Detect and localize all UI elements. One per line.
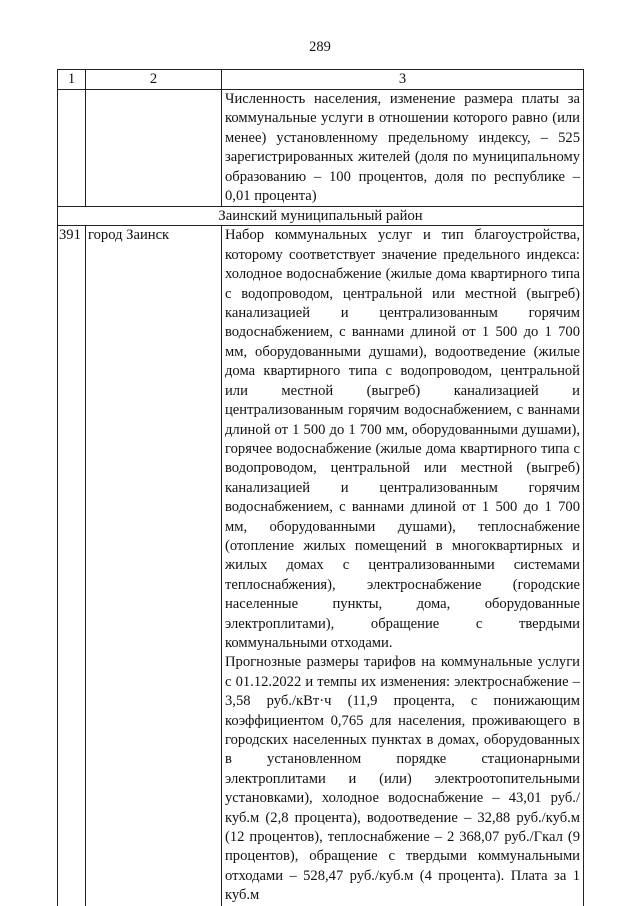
header-cell-1: 1 — [58, 70, 86, 90]
table-row-continuation — [58, 90, 584, 207]
tariff-table — [57, 69, 584, 906]
continuation-name-cell — [86, 90, 222, 207]
row-number: 391 — [58, 226, 86, 906]
page-number: 289 — [309, 39, 331, 55]
row-description-cell — [222, 226, 584, 906]
row-paragraph-tariffs: Прогнозные размеры тарифов на коммунальные услуги с 01.12.2022 и темпы их изменения: электроснабжение – 3,58 руб./кВт·ч (11,9 процента, с понижающим коэффициентом 0,765 для населения, проживающего в городских населенных пунктах в домах, оборудованных в установленном порядке стационарными электроплитами и (или) электроотопительными установками), холодное водоснабжение – 43,01 руб./куб.м (2,8 процента), водоотведение – 32,88 руб./куб.м (12 процентов), теплоснабжение – 2 368,07 руб./Гкал (9 процентов), обращение с твердыми коммунальными отходами – 528,47 руб./куб.м (4 процента). Плата за 1 куб.м — [225, 654, 580, 904]
row-paragraph-services: Набор коммунальных услуг и тип благоустройства, которому соответствует значение предельного индекса: холодное водоснабжение (жилые дома квартирного типа с водопроводом, центральной или местной (выгреб) канализацией и централизованным горячим водоснабжением, с ваннами длиной от 1 500 до 1 700 мм, оборудованными душами), водоотведение (жилые дома квартирного типа с водопроводом, центральной или местной (выгреб) канализацией и централизованным горячим водоснабжением, с ваннами длиной от 1 500 до 1 700 мм, оборудованными душами), горячее водоснабжение (жилые дома квартирного типа с водопроводом, центральной или местной (выгреб) канализацией и централизованным горячим водоснабжением, с ваннами длиной от 1 500 до 1 700 мм, оборудованными душами), теплоснабжение (отопление жилых помещений в многоквартирных и жилых домах с централизованными системами теплоснабжения), электроснабжение (городские населенные пункты, дома, оборудованные электроплитами), обращение с твердыми коммунальными отходами. — [225, 227, 580, 651]
table-header-row — [58, 70, 584, 90]
header-cell-2: 2 — [86, 70, 222, 90]
row-municipality-name: город Заинск — [86, 226, 222, 906]
continuation-desc-cell — [222, 90, 584, 207]
header-cell-3: 3 — [222, 70, 584, 90]
section-title: Заинский муниципальный район — [58, 207, 584, 226]
continuation-num-cell — [58, 90, 86, 207]
section-heading-row — [58, 207, 584, 226]
continuation-text: Численность населения, изменение размера платы за коммунальные услуги в отношении которого равно (или менее) установленному предельному индексу, – 525 зарегистрированных жителей (доля по муниципальному образованию – 100 процентов, доля по республике – 0,01 процента) — [225, 91, 580, 205]
table-row — [58, 226, 584, 906]
